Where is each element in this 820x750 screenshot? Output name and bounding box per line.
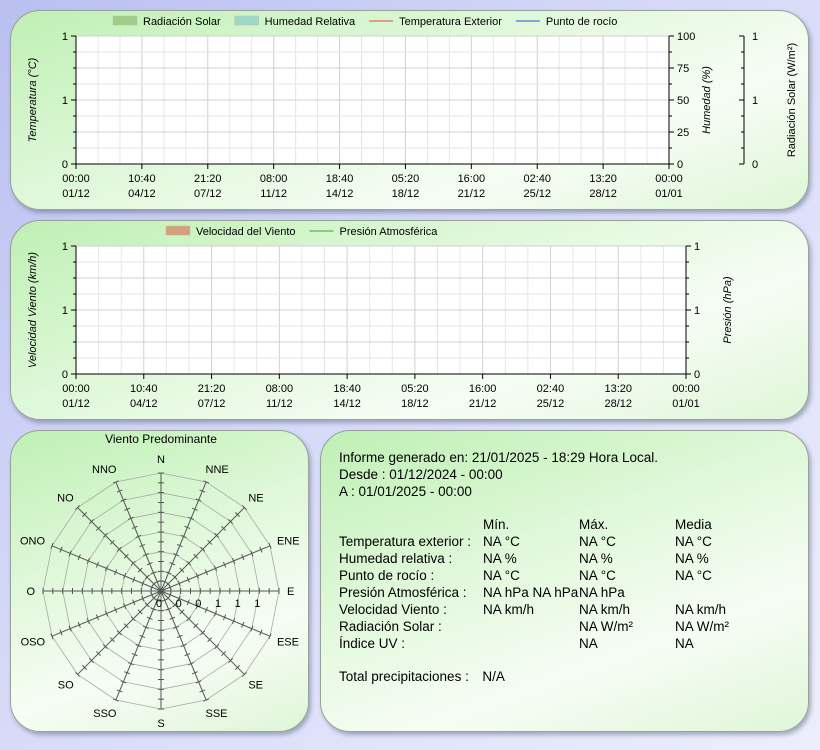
- legend-label: Temperatura Exterior: [399, 16, 502, 28]
- x-tick-time: 00:00: [655, 173, 683, 185]
- x-tick-date: 14/12: [333, 398, 361, 410]
- second-right-tick-label: 0: [752, 159, 759, 171]
- right-tick-label: 75: [677, 63, 690, 75]
- x-tick-date: 04/12: [128, 188, 156, 200]
- x-tick-time: 00:00: [672, 383, 700, 395]
- right-tick-label: 0: [694, 369, 701, 381]
- row-avg: NA °C: [675, 568, 712, 583]
- y-right-axis-title: Humedad (%): [701, 66, 713, 134]
- row-label: Temperatura exterior :: [339, 534, 472, 549]
- row-min: NA km/h: [483, 602, 535, 617]
- row-avg: NA °C: [675, 534, 712, 549]
- legend-label: Presión Atmosférica: [339, 226, 438, 238]
- rose-direction-label: O: [26, 586, 35, 598]
- left-tick-label: 1: [61, 305, 68, 317]
- report-stats-table: [339, 516, 729, 652]
- second-right-tick-label: 1: [752, 95, 759, 107]
- row-label: Humedad relativa :: [339, 551, 453, 566]
- row-min: NA °C: [483, 534, 520, 549]
- wind-rose-title: Viento Predominante: [105, 432, 217, 446]
- rose-direction-label: SSO: [93, 707, 117, 720]
- x-tick-time: 00:00: [62, 383, 90, 395]
- x-tick-date: 07/12: [194, 188, 222, 200]
- rose-direction-label: ESE: [276, 636, 299, 649]
- header-min: Mín.: [483, 517, 510, 532]
- legend-label: Velocidad del Viento: [196, 226, 296, 238]
- x-tick-time: 08:00: [259, 173, 288, 185]
- x-tick-time: 16:00: [468, 383, 497, 395]
- temperature-humidity-chart: [11, 11, 808, 209]
- rose-radial-label: 0: [195, 598, 202, 610]
- x-tick-time: 18:40: [325, 173, 354, 185]
- row-label: Punto de rocío :: [339, 568, 435, 583]
- x-tick-date: 04/12: [130, 398, 158, 410]
- left-tick-label: 1: [61, 95, 68, 107]
- x-tick-date: 21/12: [457, 188, 486, 200]
- row-label: Radiación Solar :: [339, 619, 442, 634]
- report-row: [339, 550, 729, 567]
- rose-direction-label: NO: [57, 492, 74, 505]
- legend-label: Radiación Solar: [143, 16, 221, 28]
- report-generated: Informe generado en: 21/01/2025 - 18:29 Hora Local.: [339, 450, 658, 465]
- x-tick-time: 21:20: [197, 383, 226, 395]
- x-tick-time: 02:40: [523, 173, 551, 185]
- rose-radial-label: 1: [254, 598, 261, 610]
- rose-direction-label: ONO: [19, 535, 46, 548]
- right-tick-label: 1: [694, 241, 701, 253]
- legend-swatch: [113, 16, 137, 25]
- x-tick-time: 10:40: [130, 383, 158, 395]
- row-min: NA %: [483, 551, 517, 566]
- rose-radial-label: 0: [155, 598, 163, 610]
- row-max: NA °C: [579, 568, 616, 583]
- x-tick-time: 10:40: [128, 173, 156, 185]
- x-tick-date: 01/01: [672, 398, 700, 410]
- x-tick-date: 14/12: [325, 188, 354, 200]
- row-min: [483, 618, 579, 635]
- y-right2-axis-title: Radiación Solar (W/m²): [786, 42, 798, 158]
- row-max: NA %: [579, 551, 613, 566]
- y-right-axis-title: Presión (hPa): [722, 276, 734, 344]
- rose-direction-label: SSE: [205, 707, 228, 720]
- report-to: A : 01/01/2025 - 00:00: [339, 484, 472, 499]
- precip-label: Total precipitaciones :: [339, 669, 469, 684]
- rose-direction-label: ENE: [276, 535, 300, 548]
- x-tick-date: 11/12: [260, 188, 288, 200]
- row-avg: NA: [675, 636, 694, 651]
- x-tick-time: 05:20: [391, 173, 420, 185]
- rose-direction-label: E: [287, 586, 295, 598]
- row-avg: [675, 584, 729, 601]
- y-left-axis-title: Velocidad Viento (km/h): [27, 251, 39, 369]
- second-right-tick-label: 1: [752, 31, 759, 43]
- report-header-row: [339, 516, 729, 533]
- right-tick-label: 0: [677, 159, 684, 171]
- x-tick-date: 21/12: [468, 398, 497, 410]
- wind-pressure-chart-panel: [10, 220, 809, 420]
- x-tick-date: 11/12: [265, 398, 293, 410]
- x-tick-time: 18:40: [333, 383, 361, 395]
- row-avg: NA W/m²: [675, 619, 729, 634]
- report-text: [339, 449, 798, 685]
- x-tick-date: 01/01: [655, 188, 683, 200]
- wind-rose-panel: [10, 430, 309, 732]
- x-tick-date: 25/12: [523, 188, 551, 200]
- report-panel: [320, 430, 809, 732]
- header-avg: Media: [675, 517, 712, 532]
- x-tick-date: 28/12: [604, 398, 632, 410]
- report-row: [339, 618, 729, 635]
- x-tick-time: 05:20: [401, 383, 429, 395]
- wind-pressure-chart: [11, 221, 808, 419]
- rose-direction-label: NNO: [92, 464, 117, 477]
- report-from: Desde : 01/12/2024 - 00:00: [339, 467, 503, 482]
- x-tick-time: 13:20: [604, 383, 632, 395]
- legend-swatch: [235, 16, 259, 25]
- x-tick-date: 18/12: [401, 398, 429, 410]
- row-label: Velocidad Viento :: [339, 602, 447, 617]
- x-tick-date: 01/12: [62, 398, 90, 410]
- y-left-axis-title: Temperatura (°C): [27, 57, 39, 143]
- x-tick-time: 13:20: [589, 173, 617, 185]
- x-tick-time: 08:00: [265, 383, 294, 395]
- row-max: NA km/h: [579, 602, 631, 617]
- report-row: [339, 584, 729, 601]
- report-row: [339, 533, 729, 550]
- rose-direction-label: NNE: [205, 464, 229, 477]
- rose-radial-label: 1: [214, 598, 222, 610]
- x-tick-time: 02:40: [536, 383, 565, 395]
- rose-direction-label: SE: [248, 679, 264, 692]
- row-max: NA °C: [579, 534, 616, 549]
- row-label: Presión Atmosférica :: [339, 585, 467, 600]
- rose-direction-label: NE: [248, 492, 264, 505]
- x-tick-time: 21:20: [194, 173, 222, 185]
- temperature-chart-panel: [10, 10, 809, 210]
- x-tick-date: 01/12: [62, 188, 90, 200]
- left-tick-label: 0: [61, 369, 68, 381]
- rose-direction-label: OSO: [20, 636, 46, 649]
- row-min: [483, 635, 579, 652]
- precip-value: N/A: [482, 669, 505, 684]
- right-tick-label: 25: [677, 127, 690, 139]
- row-min: NA hPa NA hPa: [483, 585, 579, 600]
- row-max: NA: [579, 636, 598, 651]
- legend-swatch: [166, 226, 190, 235]
- x-tick-date: 28/12: [589, 188, 617, 200]
- row-avg: NA %: [675, 551, 709, 566]
- left-tick-label: 1: [61, 31, 68, 43]
- report-row: [339, 635, 729, 652]
- x-tick-time: 16:00: [457, 173, 486, 185]
- rose-direction-label: S: [157, 718, 165, 730]
- x-tick-date: 18/12: [391, 188, 420, 200]
- rose-direction-label: N: [157, 454, 165, 466]
- precip-line: [339, 668, 798, 685]
- legend-label: Punto de rocío: [545, 16, 618, 28]
- right-tick-label: 1: [694, 305, 701, 317]
- rose-direction-label: SO: [57, 679, 74, 692]
- right-tick-label: 50: [677, 95, 690, 107]
- row-max: NA hPa: [579, 585, 625, 600]
- row-label: Índice UV :: [339, 636, 406, 651]
- header-max: Máx.: [579, 517, 609, 532]
- left-tick-label: 1: [61, 241, 68, 253]
- left-tick-label: 0: [61, 159, 68, 171]
- rose-radial-label: 0: [175, 598, 182, 610]
- x-tick-date: 25/12: [536, 398, 565, 410]
- x-tick-time: 00:00: [62, 173, 90, 185]
- legend-label: Humedad Relativa: [264, 16, 356, 28]
- row-min: NA °C: [483, 568, 520, 583]
- report-row: [339, 567, 729, 584]
- row-max: NA W/m²: [579, 619, 633, 634]
- rose-radial-label: 1: [234, 598, 241, 610]
- row-avg: NA km/h: [675, 602, 727, 617]
- report-row: [339, 601, 729, 618]
- x-tick-date: 07/12: [197, 398, 226, 410]
- right-tick-label: 100: [677, 31, 696, 43]
- wind-rose-chart: [11, 431, 308, 731]
